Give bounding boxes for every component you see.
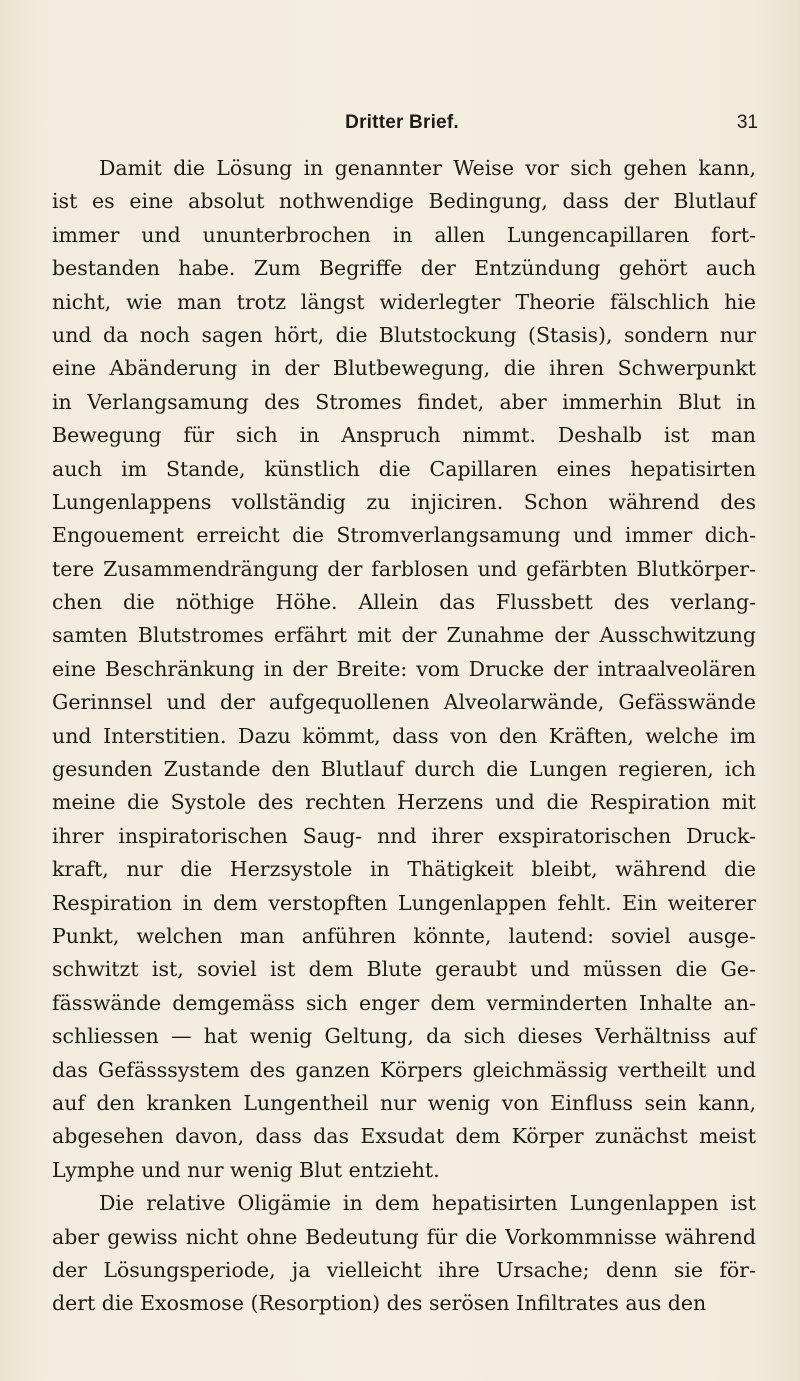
text-line: eine Beschränkung in der Breite: vom Drucke der intraalveolären	[52, 656, 756, 681]
text-line: auf den kranken Lungentheil nur wenig von Einfluss sein kann,	[52, 1090, 756, 1115]
text-line: abgesehen davon, dass das Exsudat dem Körper zunächst meist	[52, 1124, 756, 1149]
text-line: und Interstitien. Dazu kömmt, dass von den Kräften, welche im	[52, 723, 756, 748]
text-line: Lymphe und nur wenig Blut entzieht.	[52, 1157, 440, 1182]
text-line: das Gefässsystem des ganzen Körpers gleichmässig vertheilt und	[52, 1057, 756, 1082]
page-number: 31	[736, 112, 758, 133]
text-line: Gerinnsel und der aufgequollenen Alveolarwände, Gefässwände	[52, 690, 756, 715]
body-text	[52, 152, 756, 1321]
text-line: ist es eine absolut nothwendige Bedingung, dass der Blutlauf	[52, 189, 756, 214]
page-header	[52, 112, 758, 142]
text-line: bestanden habe. Zum Begriffe der Entzündung gehört auch	[52, 256, 756, 281]
text-line: auch im Stande, künstlich die Capillaren eines hepatisirten	[52, 456, 756, 481]
text-line: Lungenlappens vollständig zu injiciren. Schon während des	[52, 489, 756, 514]
text-line: Damit die Lösung in genannter Weise vor sich gehen kann,	[99, 156, 756, 180]
text-line: und da noch sagen hört, die Blutstockung (Stasis), sondern nur	[52, 322, 756, 347]
text-line: Respiration in dem verstopften Lungenlappen fehlt. Ein weiterer	[52, 890, 756, 915]
text-line: Bewegung für sich in Anspruch nimmt. Deshalb ist man	[52, 423, 756, 448]
paragraph-2	[52, 1187, 756, 1321]
text-line: ihrer inspiratorischen Saug- nnd ihrer exspiratorischen Druck-	[52, 823, 756, 848]
text-line: fässwände demgemäss sich enger dem verminderten Inhalte an-	[52, 990, 756, 1015]
text-line: dert die Exosmose (Resorption) des serösen Infiltrates aus den	[52, 1291, 707, 1316]
text-line: in Verlangsamung des Stromes findet, aber immerhin Blut in	[52, 389, 756, 414]
text-line: gesunden Zustande den Blutlauf durch die Lungen regieren, ich	[52, 757, 756, 782]
running-title: Dritter Brief.	[345, 112, 459, 133]
text-line: aber gewiss nicht ohne Bedeutung für die Vorkommnisse während	[52, 1224, 756, 1249]
text-line: Engouement erreicht die Stromverlangsamung und immer dich-	[52, 523, 756, 548]
text-line: eine Abänderung in der Blutbewegung, die ihren Schwerpunkt	[52, 356, 756, 381]
text-line: immer und ununterbrochen in allen Lungencapillaren fort-	[52, 222, 756, 247]
text-line: chen die nöthige Höhe. Allein das Flussbett des verlang-	[52, 590, 756, 615]
text-line: nicht, wie man trotz längst widerlegter Theorie fälschlich hie	[52, 289, 756, 314]
paragraph-1	[52, 152, 756, 1187]
text-line: der Lösungsperiode, ja vielleicht ihre Ursache; denn sie för-	[52, 1257, 756, 1282]
text-line: schliessen — hat wenig Geltung, da sich dieses Verhältniss auf	[52, 1024, 756, 1049]
text-line: schwitzt ist, soviel ist dem Blute geraubt und müssen die Ge-	[52, 957, 756, 982]
text-line: kraft, nur die Herzsystole in Thätigkeit bleibt, während die	[52, 857, 756, 882]
text-line: Punkt, welchen man anführen könnte, lautend: soviel ausge-	[52, 923, 756, 948]
text-line: Die relative Oligämie in dem hepatisirten Lungenlappen ist	[99, 1191, 756, 1216]
text-line: samten Blutstromes erfährt mit der Zunahme der Ausschwitzung	[52, 623, 756, 648]
text-line: tere Zusammendrängung der farblosen und gefärbten Blutkörper-	[52, 556, 756, 581]
text-line: meine die Systole des rechten Herzens und die Respiration mit	[52, 790, 756, 815]
